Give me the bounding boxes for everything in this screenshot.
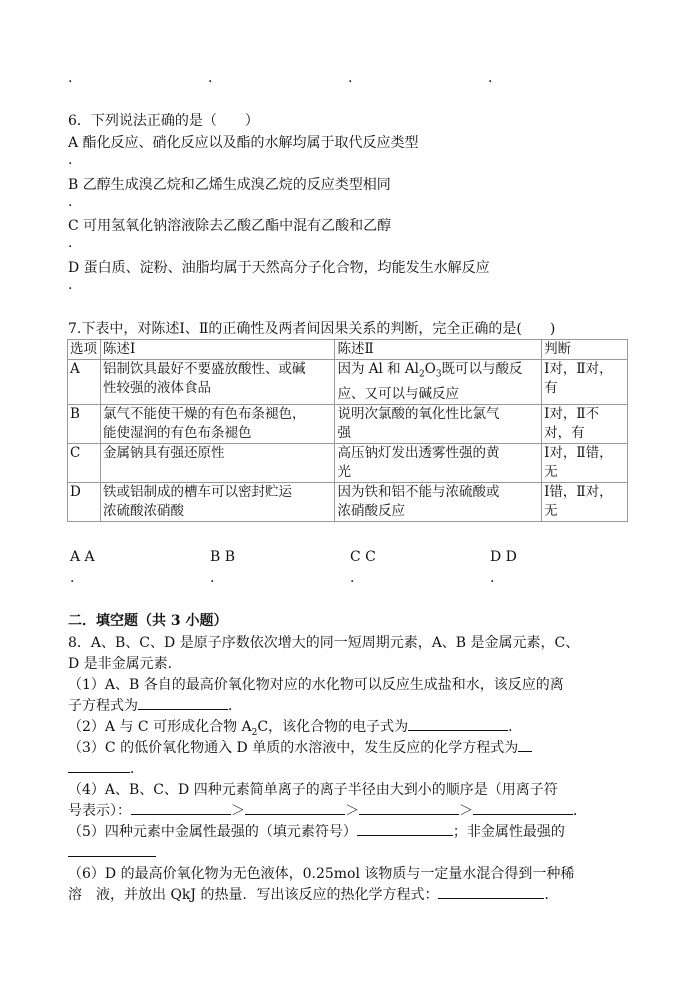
table-row [68,360,628,405]
text-run: ＞ [345,803,359,819]
q8-part-6-line-2 [68,884,558,904]
top-dot-1: . [68,70,73,86]
row-statement-2 [335,482,542,521]
top-dot-4: . [488,70,493,86]
row-statement-2 [335,404,542,443]
q6-option-b-dot: . [68,194,73,210]
answer-blank[interactable] [408,716,508,731]
q7-choice-dot: . [70,570,75,586]
row-judgement-line: 无 [544,463,558,480]
answer-blank[interactable] [68,842,156,857]
row-statement-1-line: 铝制饮具最好不要盛放酸性、或碱 [102,361,306,377]
q8-part-3-line-1 [68,737,532,757]
q6-stem: 6．下列说法正确的是（ ） [68,113,259,129]
q7-choice-d: D D [490,549,517,565]
row-option: D [68,482,101,521]
text-run: C，该化合物的电子式为 [257,719,409,735]
subscript: 2 [419,369,425,380]
q8-part-5-line-2 [68,842,156,861]
row-statement-2-line: 浓硝酸反应 [337,502,405,519]
row-statement-1 [100,404,335,443]
q8-part-3-line-2 [68,758,144,778]
q7-choice-dot: . [490,570,495,586]
q6-option-c-dot: . [68,235,73,251]
answer-blank[interactable] [473,800,573,815]
text-run: ． [130,761,144,777]
text-run: ． [508,719,523,735]
q6-option-b: B 乙醇生成溴乙烷和乙烯生成溴乙烷的反应类型相同 [68,177,391,193]
answer-blank[interactable] [438,884,544,899]
row-judgement [542,482,628,521]
section-heading: 二．填空题（共 3 小题） [68,613,228,629]
row-statement-1-line: 浓硫酸浓硝酸 [102,502,184,519]
q6-option-a: A 酯化反应、硝化反应以及酯的水解均属于取代反应类型 [68,135,419,151]
row-statement-2-line: 说明次氯酸的氧化性比氯气 [337,405,500,422]
subscript: 3 [435,369,442,380]
row-judgement-line: Ⅰ对，Ⅱ不 [544,405,600,422]
row-statement-1-line: 金属钠具有强还原性 [102,444,225,461]
header-option: 选项 [68,340,101,360]
row-judgement-line: 无 [544,502,558,519]
text-run: （3）C 的低价氧化物通入 D 单质的水溶液中，发生反应的化学方程式为 [68,740,519,756]
text-run: 因为 Al 和 Al [337,361,419,377]
row-judgement-line: Ⅰ对，Ⅱ错， [544,444,613,461]
row-statement-2 [335,360,542,405]
row-option: A [68,360,101,405]
q6-option-a-dot: . [68,152,73,168]
q6-option-d: D 蛋白质、淀粉、油脂均属于天然高分子化合物，均能发生水解反应 [68,260,490,276]
answer-blank[interactable] [359,800,459,815]
row-statement-2 [335,443,542,482]
q8-part-1-line-2 [68,695,242,715]
row-judgement-line: Ⅰ错，Ⅱ对， [544,483,613,500]
top-dot-3: . [348,70,353,86]
q7-choice-dot: . [210,570,215,586]
answer-blank[interactable] [357,821,453,836]
q7-table [67,339,628,522]
text-run: ． [228,698,242,714]
text-run: （5）四种元素中金属性最强的（填元素符号） [68,824,357,840]
q7-choice-c: C C [350,549,376,565]
top-dot-2: . [208,70,213,86]
row-statement-1-line: 性较强的液体食品 [102,380,211,396]
row-statement-2-line: 光 [337,463,351,480]
text-run: 子方程式为 [68,698,138,714]
q8-part-6-line-1: （6）D 的最高价氧化物为无色液体，0.25mol 该物质与一定量水混合得到一种稀 [68,866,575,882]
table-row [68,404,628,443]
q6-option-c: C 可用氢氧化钠溶液除去乙酸乙酯中混有乙酸和乙醇 [68,218,392,234]
row-judgement-line: 有 [544,380,558,396]
row-option: C [68,443,101,482]
q8-part-2 [68,716,522,738]
row-statement-1-line: 氯气不能使干燥的有色布条褪色， [102,405,306,422]
q6-option-d-dot: . [68,277,73,293]
row-statement-2-line [337,360,539,385]
text-run: ＞ [459,803,473,819]
answer-blank[interactable] [518,737,532,752]
table-row [68,482,628,521]
text-run: 溶 液，并放出 QkJ 的热量．写出该反应的热化学方程式： [68,887,439,903]
header-statement-2: 陈述Ⅱ [335,340,542,360]
q8-part-4-line-2 [68,800,587,820]
row-statement-1-line: 能使湿润的有色布条褪色 [102,424,252,441]
q7-stem: 7.下表中，对陈述Ⅰ、Ⅱ的正确性及两者间因果关系的判断，完全正确的是( ) [68,321,556,337]
row-statement-1-line: 铁或铝制成的槽车可以密封贮运 [102,483,292,500]
text-run: ． [544,887,559,903]
subscript: 2 [251,727,258,738]
q8-part-1-line-1: （1）A、B 各自的最高价氧化物对应的水化物可以反应生成盐和水，该反应的离 [68,677,564,693]
table-header-row [68,340,628,360]
header-judgement: 判断 [542,340,628,360]
q7-choice-a: A A [70,549,95,565]
row-judgement-line: Ⅰ对，Ⅱ对， [544,361,613,377]
q7-choice-dot: . [350,570,355,586]
row-statement-2-line: 应、又可以与碱反应 [337,385,459,402]
row-judgement-line: 对，有 [544,424,585,441]
answer-blank[interactable] [138,695,228,710]
row-statement-1 [100,482,335,521]
row-statement-1 [100,443,335,482]
text-run: ＞ [231,803,245,819]
text-run: O [424,361,436,377]
row-statement-2-line: 强 [337,424,351,441]
q8-part-5-line-1 [68,821,565,841]
row-statement-2-line: 因为铁和铝不能与浓硫酸或 [337,483,500,500]
text-run: ． [573,803,587,819]
row-statement-1 [100,360,335,405]
q7-choice-b: B B [210,549,236,565]
text-run: （2）A 与 C 可形成化合物 A [68,719,252,735]
answer-blank[interactable] [68,758,130,773]
q8-stem-line-2: D 是非金属元素． [68,656,182,672]
row-statement-2-line: 高压钠灯发出透雾性强的黄 [337,444,500,461]
q8-stem-line-1: 8．A、B、C、D 是原子序数依次增大的同一短周期元素，A、B 是金属元素，C、 [68,635,580,651]
answer-blank[interactable] [131,800,231,815]
q8-part-4-line-1: （4）A、B、C、D 四种元素简单离子的离子半径由大到小的顺序是（用离子符 [68,782,558,798]
row-judgement [542,443,628,482]
row-judgement [542,360,628,405]
answer-blank[interactable] [245,800,345,815]
text-run: 号表示）： [68,803,131,819]
table-row [68,443,628,482]
text-run: 既可以与酸反 [441,361,523,377]
row-judgement [542,404,628,443]
header-statement-1: 陈述Ⅰ [100,340,335,360]
row-option: B [68,404,101,443]
text-run: ；非金属性最强的 [452,824,565,840]
